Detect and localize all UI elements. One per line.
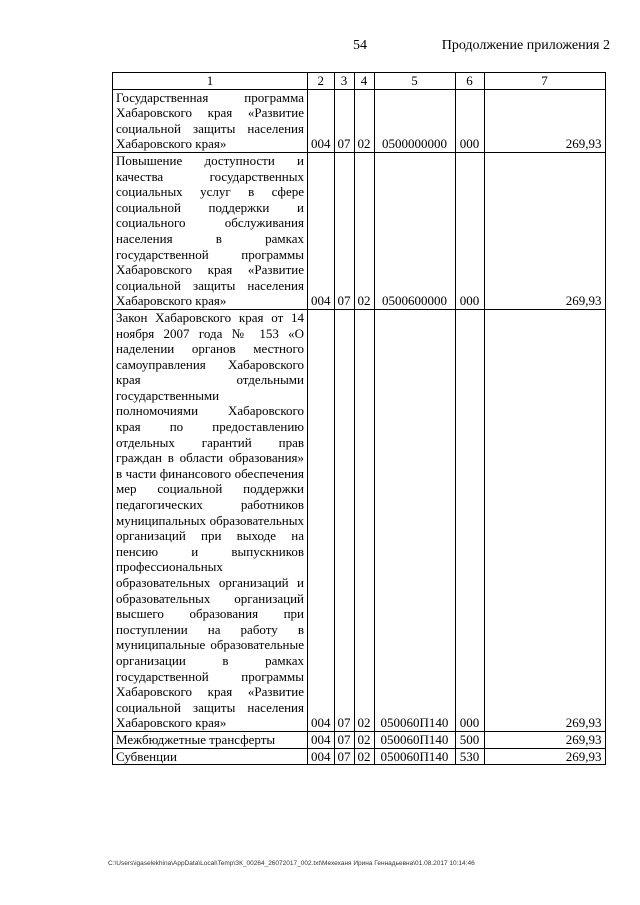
cell-ministry-code: 004 xyxy=(308,89,335,152)
cell-subsection-code: 02 xyxy=(354,152,374,309)
cell-subsection-code: 02 xyxy=(354,89,374,152)
cell-section-code: 07 xyxy=(334,309,354,731)
cell-target-article: 050060П140 xyxy=(374,731,455,748)
cell-subsection-code: 02 xyxy=(354,748,374,765)
table-row xyxy=(113,731,606,748)
cell-target-article: 050060П140 xyxy=(374,309,455,731)
row-name: Межбюджетные трансферты xyxy=(113,731,308,748)
table-row xyxy=(113,748,606,765)
cell-ministry-code: 004 xyxy=(308,731,335,748)
cell-ministry-code: 004 xyxy=(308,309,335,731)
row-name: Повышение доступности и качества государственных социальных услуг в сфере социальной поддержки и социального обслуживания населения в рамках государственной программы Хабаровского края «Развитие социальной защиты населения Хабаровского края» xyxy=(113,152,308,309)
column-header: 1 xyxy=(113,73,308,90)
cell-amount: 269,93 xyxy=(484,748,605,765)
column-header: 2 xyxy=(308,73,335,90)
cell-section-code: 07 xyxy=(334,731,354,748)
document-path-footer: C:\Users\igaselekhina\AppData\Local\Temp\ЗК_00264_26072017_002.txt\Мехеханя Ирина Геннадьевна\01.08.2017 10:14:46 xyxy=(108,860,475,867)
cell-section-code: 07 xyxy=(334,748,354,765)
cell-expense-type: 500 xyxy=(455,731,484,748)
cell-amount: 269,93 xyxy=(484,89,605,152)
table-row xyxy=(113,152,606,309)
row-name: Государственная программа Хабаровского края «Развитие социальной защиты населения Хабаровского края» xyxy=(113,89,308,152)
cell-section-code: 07 xyxy=(334,89,354,152)
column-header: 3 xyxy=(334,73,354,90)
cell-target-article: 0500000000 xyxy=(374,89,455,152)
column-header: 5 xyxy=(374,73,455,90)
continuation-title: Продолжение приложения 2 xyxy=(441,38,610,53)
cell-subsection-code: 02 xyxy=(354,731,374,748)
cell-section-code: 07 xyxy=(334,152,354,309)
cell-target-article: 050060П140 xyxy=(374,748,455,765)
table-row xyxy=(113,309,606,731)
row-name: Субвенции xyxy=(113,748,308,765)
table-header xyxy=(113,73,606,90)
cell-amount: 269,93 xyxy=(484,731,605,748)
cell-expense-type: 000 xyxy=(455,309,484,731)
row-name: Закон Хабаровского края от 14 ноября 2007 года № 153 «О наделении органов местного самоуправления Хабаровского края отдельными государственными полномочиями Хабаровского края по предоставлению отдельных гарантий прав граждан в области образования» в части финансового обеспечения мер социальной поддержки педагогических работников муниципальных образовательных организаций при выходе на пенсию и выпускников профессиональных образовательных организаций и образовательных организаций высшего образования при поступлении на работу в муниципальные образовательные организации в рамках государственной программы Хабаровского края «Развитие социальной защиты населения Хабаровского края» xyxy=(113,309,308,731)
cell-amount: 269,93 xyxy=(484,152,605,309)
cell-subsection-code: 02 xyxy=(354,309,374,731)
budget-table xyxy=(112,72,606,765)
column-header: 6 xyxy=(455,73,484,90)
column-header: 4 xyxy=(354,73,374,90)
cell-amount: 269,93 xyxy=(484,309,605,731)
table-row xyxy=(113,89,606,152)
cell-expense-type: 000 xyxy=(455,89,484,152)
cell-ministry-code: 004 xyxy=(308,748,335,765)
cell-ministry-code: 004 xyxy=(308,152,335,309)
cell-target-article: 0500600000 xyxy=(374,152,455,309)
page-number: 54 xyxy=(353,38,367,53)
cell-expense-type: 000 xyxy=(455,152,484,309)
column-header: 7 xyxy=(484,73,605,90)
cell-expense-type: 530 xyxy=(455,748,484,765)
